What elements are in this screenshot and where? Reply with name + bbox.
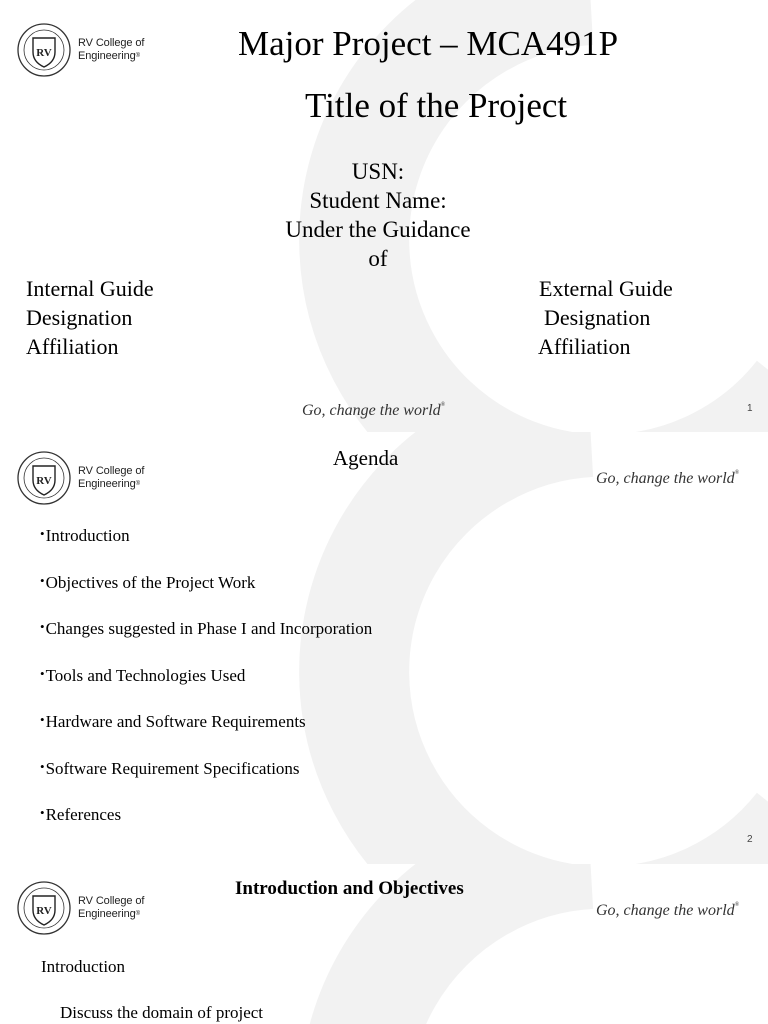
rvce-logo: RV RV College of Engineering® <box>16 880 144 936</box>
internal-guide-label: Internal Guide <box>26 276 154 301</box>
project-title: Title of the Project <box>305 86 568 125</box>
student-name-label: Student Name: <box>309 188 447 213</box>
rvce-emblem-icon <box>16 22 72 78</box>
list-item: •Tools and Technologies Used <box>40 665 246 685</box>
logo-name-line1: RV College of <box>78 37 145 49</box>
external-designation-label: Designation <box>544 305 651 330</box>
guidance-line-1: Under the Guidance <box>285 217 471 242</box>
agenda-title: Agenda <box>333 446 399 470</box>
external-guide-label: External Guide <box>539 276 673 301</box>
rvce-emblem-icon <box>16 450 72 506</box>
list-item: •Changes suggested in Phase I and Incorporation <box>40 619 373 638</box>
usn-label: USN: <box>351 159 405 184</box>
section-title: Introduction and Objectives <box>235 878 464 899</box>
page-number: 1 <box>747 403 753 414</box>
guidance-line-2: of <box>368 246 388 271</box>
logo-name-line2: Engineering <box>78 50 136 62</box>
list-item: •Hardware and Software Requirements <box>40 712 306 731</box>
external-affiliation-label: Affiliation <box>538 334 631 359</box>
introduction-body: Discuss the domain of project <box>60 1003 264 1022</box>
slide-2 <box>0 432 768 864</box>
list-item: •Objectives of the Project Work <box>40 572 256 592</box>
svg-text:RV: RV <box>36 905 52 917</box>
slide-3 <box>0 864 768 1024</box>
list-item: •Introduction <box>40 526 130 545</box>
page-number: 2 <box>747 834 753 845</box>
presentation-title: Major Project – MCA491P <box>238 24 619 63</box>
tagline: Go, change the world® <box>302 402 446 419</box>
internal-affiliation-label: Affiliation <box>26 334 119 359</box>
svg-text:RV: RV <box>36 47 52 59</box>
logo-name-line1: RV College of <box>78 465 145 477</box>
rvce-emblem-icon <box>16 880 72 936</box>
slide-1 <box>0 0 768 432</box>
logo-name-line1: RV College of <box>78 895 145 907</box>
internal-designation-label: Designation <box>26 305 133 330</box>
agenda-list <box>40 524 372 850</box>
rvce-logo: RV RV College of Engineering® <box>16 450 144 506</box>
tagline: Go, change the world® <box>596 902 740 919</box>
introduction-heading: Introduction <box>41 957 126 976</box>
svg-text:RV: RV <box>36 475 52 487</box>
rvce-logo: RV RV College of Engineering® <box>16 22 144 78</box>
list-item: •Software Requirement Specifications <box>40 758 300 778</box>
logo-name-line2: Engineering <box>78 908 136 920</box>
list-item: •References <box>40 805 122 824</box>
tagline: Go, change the world® <box>596 470 740 487</box>
logo-name-line2: Engineering <box>78 478 136 490</box>
